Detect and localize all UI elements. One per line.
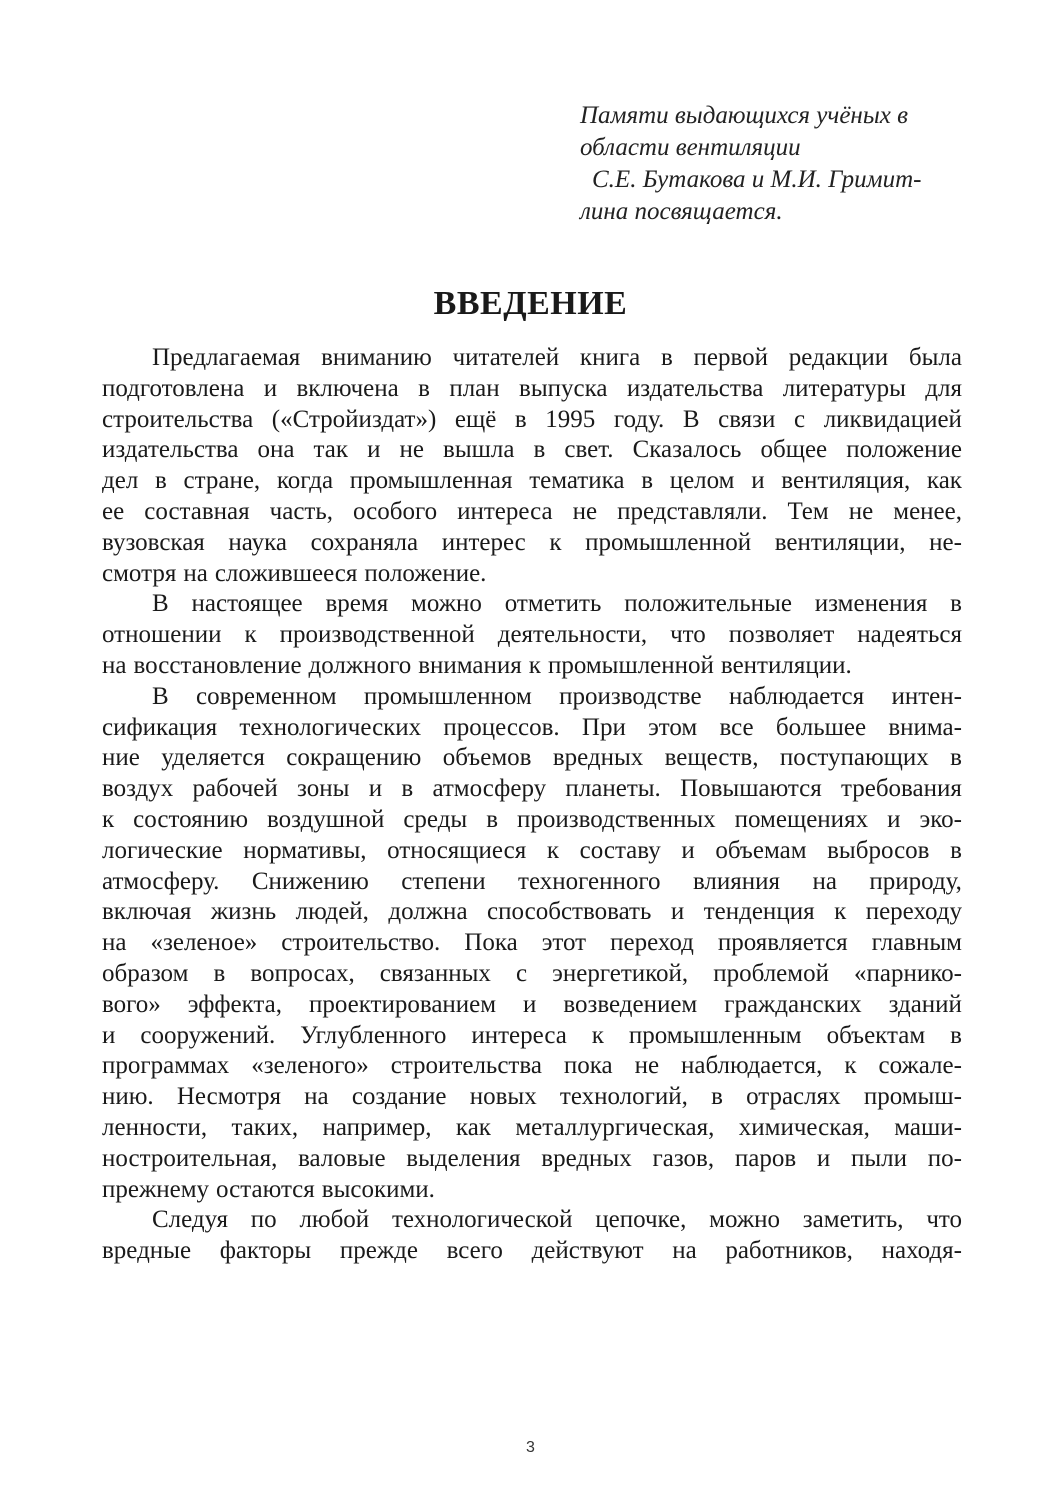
dedication-line: лина посвящается. [580,198,783,225]
dedication-line: Памяти выдающихся учёных в [580,102,908,129]
paragraph [102,343,962,589]
text-line: вузовская наука сохраняла интерес к промышленной вентиляции, не- [102,528,962,556]
text-line: логические нормативы, относящиеся к составу и объемам выбросов в [102,836,962,864]
text-line: к состоянию воздушной среды в производственных помещениях и эко- [102,805,962,833]
paragraph [102,682,962,1206]
text-line: В настоящее время можно отметить положительные изменения в [152,590,962,618]
paragraph [102,589,962,681]
text-line: на «зеленое» строительство. Пока этот переход проявляется главным [102,929,962,957]
dedication-epigraph [580,100,980,228]
text-line: ностроительная, валовые выделения вредных газов, паров и пыли по- [102,1144,962,1172]
text-line: на восстановление должного внимания к промышленной вентиляции. [102,651,852,679]
text-line: отношении к производственной деятельности, что позволяет надеяться [102,621,962,649]
text-line: ее составная часть, особого интереса не представляли. Тем не менее, [102,497,962,525]
text-line: В современном промышленном производстве наблюдается интен- [152,682,962,710]
text-line: подготовлена и включена в план выпуска издательства литературы для [102,374,962,402]
text-line: нию. Несмотря на создание новых технологий, в отраслях промыш- [102,1083,962,1111]
text-line: включая жизнь людей, должна способствовать и тенденция к переходу [102,898,962,926]
text-line: вого» эффекта, проектированием и возведением гражданских зданий [102,990,962,1018]
text-line: сификация технологических процессов. При этом все большее внима- [102,713,962,741]
text-line: издательства она так и не вышла в свет. Сказалось общее положение [102,436,962,464]
page-number: 3 [526,1439,535,1456]
text-line: смотря на сложившееся положение. [102,559,487,587]
text-line: воздух рабочей зоны и в атмосферу планеты. Повышаются требования [102,775,962,803]
text-line: прежнему остаются высокими. [102,1175,435,1203]
text-line: программах «зеленого» строительства пока не наблюдается, к сожале- [102,1052,962,1080]
body-text [102,343,962,1267]
text-line: ленности, таких, например, как металлургическая, химическая, маши- [102,1113,962,1141]
text-line: и сооружений. Углубленного интереса к промышленным объектам в [102,1021,962,1049]
paragraph [102,1205,962,1267]
text-line: строительства («Стройиздат») ещё в 1995 году. В связи с ликвидацией [102,405,962,433]
text-line: образом в вопросах, связанных с энергетикой, проблемой «парнико- [102,959,962,987]
text-line: вредные факторы прежде всего действуют на работников, находя- [102,1237,962,1265]
text-line: Предлагаемая вниманию читателей книга в первой редакции была [152,344,962,371]
text-line: дел в стране, когда промышленная тематика в целом и вентиляция, как [102,467,962,495]
text-line: Следуя по любой технологической цепочке, можно заметить, что [152,1206,962,1234]
section-heading: ВВЕДЕНИЕ [433,285,628,322]
text-line: ние уделяется сокращению объемов вредных веществ, поступающих в [102,744,962,772]
text-line: атмосферу. Снижению степени техногенного влияния на природу, [102,867,962,895]
dedication-line: области вентиляции [580,134,801,161]
dedication-line: С.Е. Бутакова и М.И. Гримит- [592,166,922,193]
